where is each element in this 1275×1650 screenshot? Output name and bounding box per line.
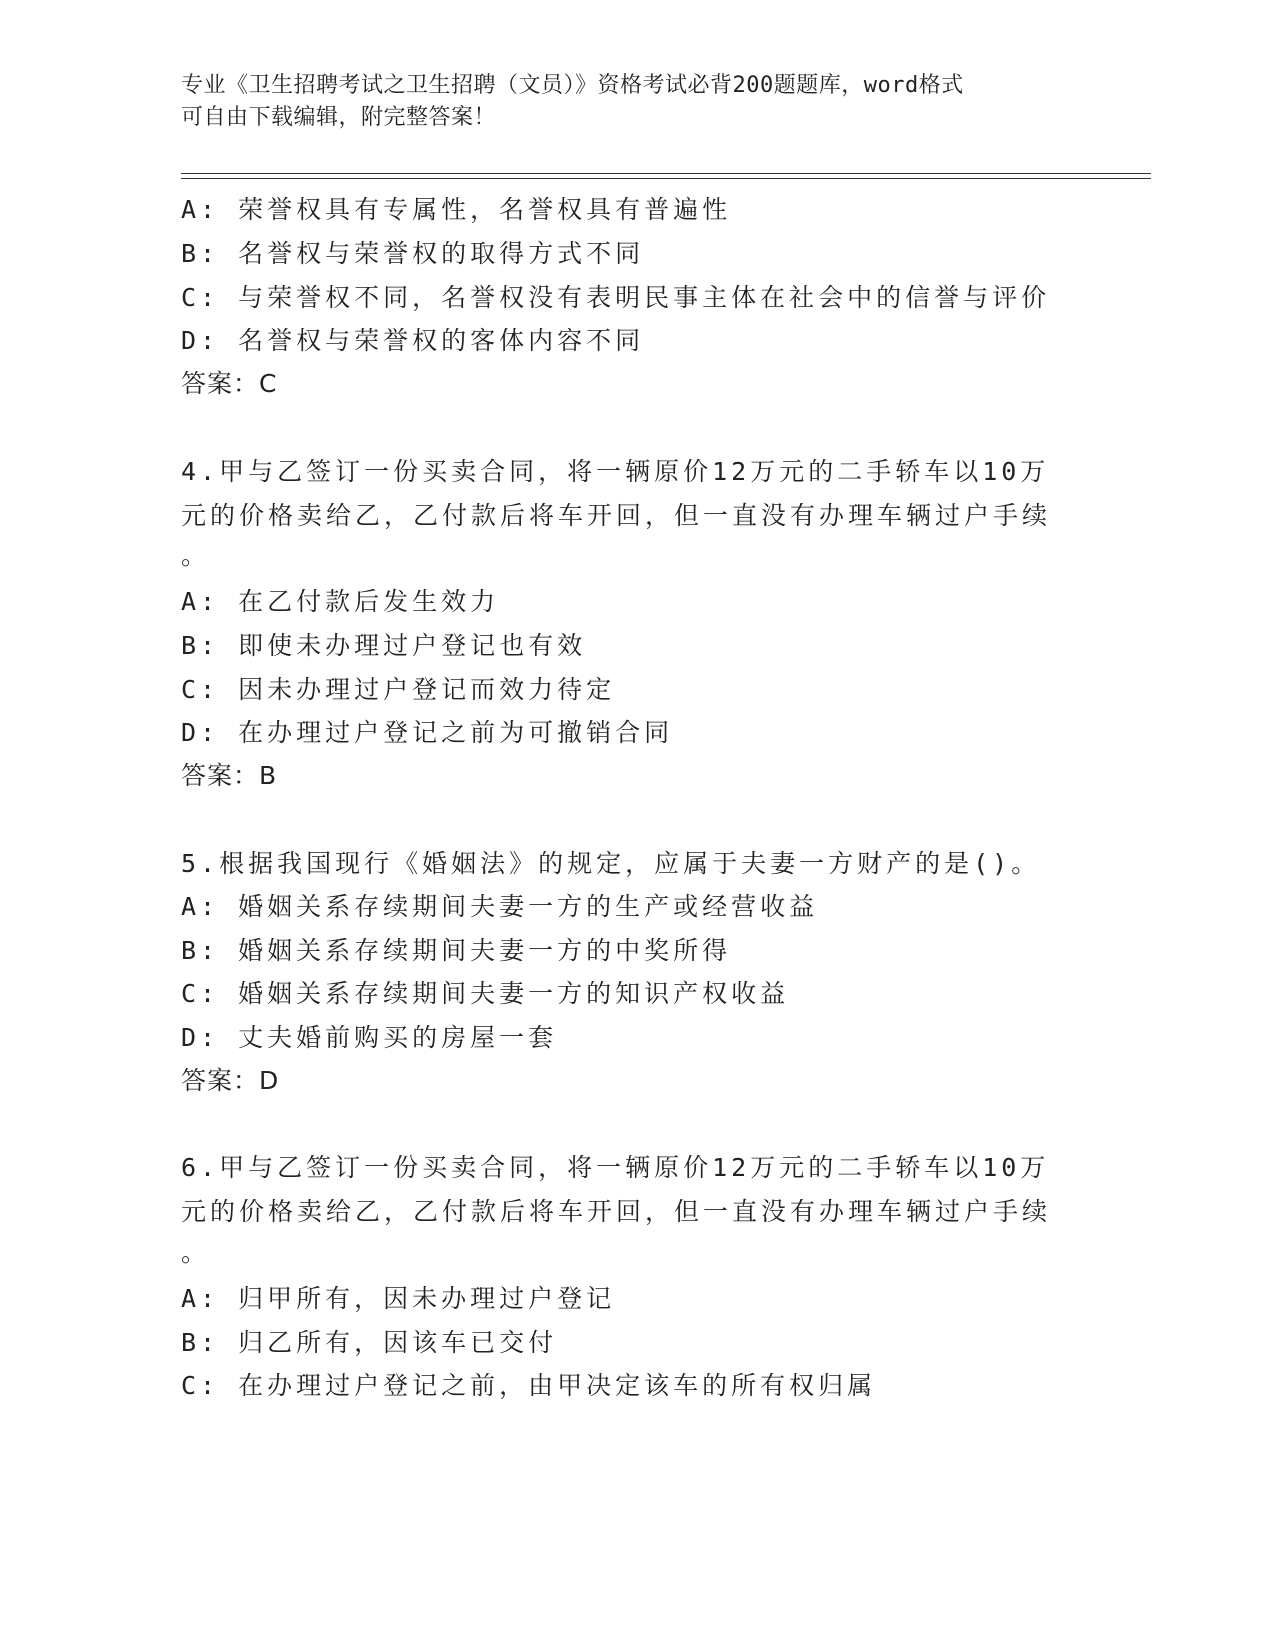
- q4-option-b: B: 即使未办理过户登记也有效: [181, 631, 587, 660]
- q4-option-a: A: 在乙付款后发生效力: [181, 587, 500, 616]
- q5-option-a: A: 婚姻关系存续期间夫妻一方的生产或经营收益: [181, 892, 819, 921]
- q6-stem-line-2: 元的价格卖给乙，乙付款后将车开回，但一直没有办理车辆过户手续: [181, 1197, 1052, 1226]
- header-divider: [181, 173, 1151, 179]
- q6-option-a: A: 归甲所有，因未办理过户登记: [181, 1284, 616, 1313]
- q3-option-a: A: 荣誉权具有专属性，名誉权具有普遍性: [181, 195, 732, 224]
- document-header: [181, 70, 1061, 134]
- q3-option-c: C: 与荣誉权不同，名誉权没有表明民事主体在社会中的信誉与评价: [181, 283, 1051, 312]
- q4-stem-line-3: 。: [181, 541, 211, 570]
- q5-option-d: D: 丈夫婚前购买的房屋一套: [181, 1023, 558, 1052]
- q4-stem-line-2: 元的价格卖给乙，乙付款后将车开回，但一直没有办理车辆过户手续: [181, 501, 1052, 530]
- header-line-2: 可自由下载编辑，附完整答案！: [181, 105, 497, 130]
- q4-option-c: C: 因未办理过户登记而效力待定: [181, 675, 616, 704]
- q6-option-b: B: 归乙所有，因该车已交付: [181, 1328, 558, 1357]
- q4-answer: 答案：B: [181, 761, 278, 790]
- q5-stem-line-1: 5.根据我国现行《婚姻法》的规定，应属于夫妻一方财产的是()。: [181, 849, 1041, 878]
- q6-stem-line-3: 。: [181, 1238, 211, 1267]
- q4-stem-line-1: 4.甲与乙签订一份买卖合同，将一辆原价12万元的二手轿车以10万: [181, 457, 1050, 486]
- q3-answer: 答案：C: [181, 369, 278, 398]
- q3-option-d: D: 名誉权与荣誉权的客体内容不同: [181, 326, 645, 355]
- q5-option-c: C: 婚姻关系存续期间夫妻一方的知识产权收益: [181, 979, 790, 1008]
- q5-answer: 答案：D: [181, 1066, 280, 1095]
- q4-option-d: D: 在办理过户登记之前为可撤销合同: [181, 718, 674, 747]
- q6-stem-line-1: 6.甲与乙签订一份买卖合同，将一辆原价12万元的二手轿车以10万: [181, 1153, 1050, 1182]
- q3-option-b: B: 名誉权与荣誉权的取得方式不同: [181, 239, 645, 268]
- header-line-1: 专业《卫生招聘考试之卫生招聘（文员）》资格考试必背200题题库，word格式: [181, 73, 964, 98]
- q6-option-c: C: 在办理过户登记之前，由甲决定该车的所有权归属: [181, 1371, 877, 1400]
- q5-option-b: B: 婚姻关系存续期间夫妻一方的中奖所得: [181, 936, 732, 965]
